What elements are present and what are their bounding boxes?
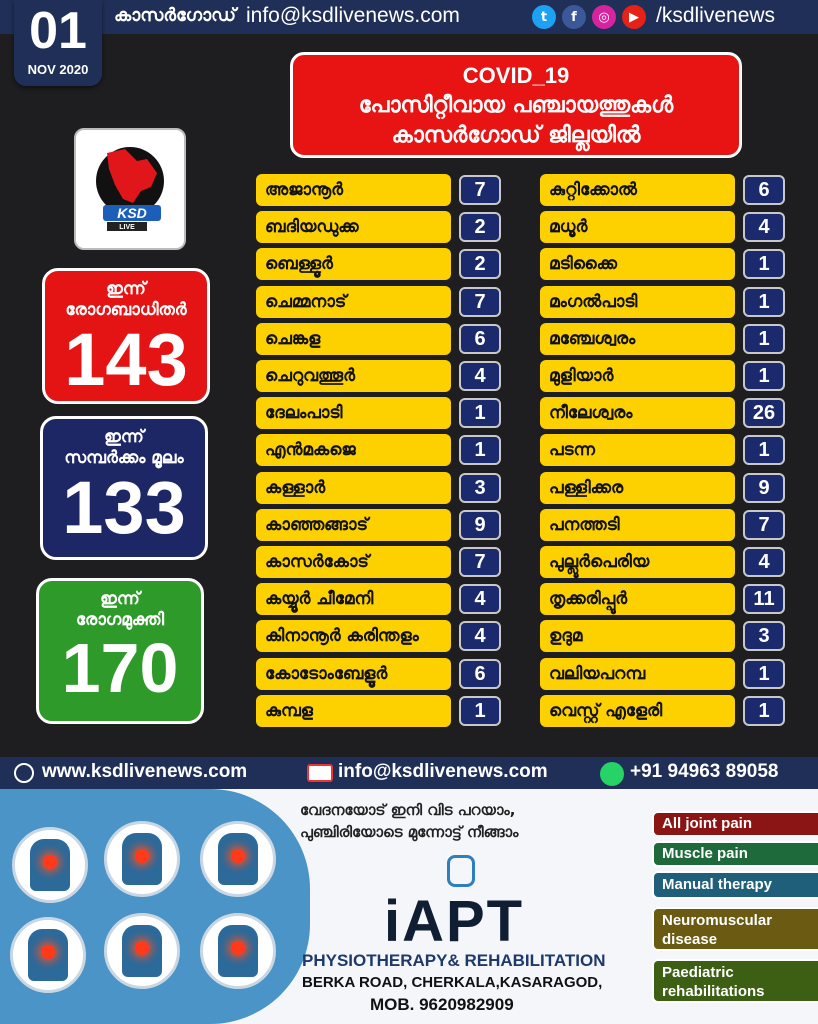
top-bar [0, 0, 818, 34]
panchayat-count: 4 [459, 621, 501, 651]
panchayat-name: ബദിയഡുക്ക [256, 211, 451, 243]
ad-clinic-name: PHYSIOTHERAPY& REHABILITATION [302, 951, 606, 970]
panchayat-count: 9 [743, 473, 785, 503]
panchayat-name: മടിക്കൈ [540, 248, 735, 280]
ksd-logo-icon [85, 139, 175, 239]
panchayat-count: 9 [459, 510, 501, 540]
panchayat-count: 6 [459, 324, 501, 354]
panchayat-count: 7 [459, 175, 501, 205]
contact-label-2: സമ്പർക്കം മൂലം [64, 448, 184, 468]
contact-count: 133 [62, 466, 186, 549]
knee-pain-image [10, 917, 86, 993]
panchayat-name: മഞ്ചേശ്വരം [540, 323, 735, 355]
ad-mobile: MOB. 9620982909 [370, 995, 514, 1014]
panchayat-name: കാഞ്ഞങ്ങാട് [256, 509, 451, 541]
panchayat-count: 3 [459, 473, 501, 503]
social-handle[interactable]: /ksdlivenews [656, 4, 776, 27]
panchayat-name: മംഗൽപാടി [540, 286, 735, 318]
panchayat-count: 1 [743, 659, 785, 689]
mail-icon [307, 764, 333, 782]
panchayat-count: 3 [743, 621, 785, 651]
panchayat-count: 4 [459, 584, 501, 614]
panchayat-name: കുറ്റിക്കോൽ [540, 174, 735, 206]
positive-today-box [42, 268, 210, 404]
panchayat-name: ദേലംപാടി [256, 397, 451, 429]
ksd-logo [74, 128, 186, 250]
back-pain-image [200, 821, 276, 897]
facebook-icon[interactable]: f [562, 5, 586, 29]
header-email[interactable]: info@ksdlivenews.com [246, 4, 460, 27]
whatsapp-icon [600, 762, 624, 786]
contact-label-1: ഇന്ന് [104, 427, 144, 447]
panchayat-count: 4 [743, 212, 785, 242]
panchayat-count: 1 [459, 398, 501, 428]
recovered-label-1: ഇന്ന് [100, 589, 140, 609]
panchayat-name: പനത്തടി [540, 509, 735, 541]
physio-advertisement[interactable] [0, 789, 818, 1024]
iapt-logo-icon [447, 855, 475, 887]
panchayat-count: 1 [743, 287, 785, 317]
twitter-icon[interactable]: t [532, 5, 556, 29]
date-day: 01 [29, 2, 87, 60]
panchayat-count: 1 [743, 435, 785, 465]
panchayat-name: ചെങ്കള [256, 323, 451, 355]
panchayat-name: പുല്ലൂർപെരിയ [540, 546, 735, 578]
footer-website[interactable]: www.ksdlivenews.com [42, 761, 248, 782]
recovered-today-box [36, 578, 204, 724]
title-line-1: COVID_19 [462, 63, 570, 88]
panchayat-count: 1 [459, 696, 501, 726]
panchayat-name: കോടോംബേളൂർ [256, 658, 451, 690]
contact-today-box [40, 416, 208, 560]
service-tag: All joint pain [652, 811, 818, 837]
youtube-icon[interactable]: ▶ [622, 5, 646, 29]
ad-tagline-2: പുഞ്ചിരിയോടെ മുന്നോട്ട് നീങ്ങാം [300, 823, 519, 841]
contact-bar [0, 757, 818, 789]
title-banner [290, 52, 742, 158]
svg-text:KSD: KSD [117, 205, 147, 221]
panchayat-count: 1 [459, 435, 501, 465]
panchayat-name: പടന്ന [540, 434, 735, 466]
service-tag: Muscle pain [652, 841, 818, 867]
leg-pain-image [104, 913, 180, 989]
panchayat-name: കള്ളാർ [256, 472, 451, 504]
panchayat-count: 6 [743, 175, 785, 205]
panchayat-count: 1 [743, 696, 785, 726]
recovered-count: 170 [61, 629, 179, 707]
panchayat-name: ചെറുവത്തൂർ [256, 360, 451, 392]
service-tag: Neuromuscular disease [652, 907, 818, 951]
positive-label-2: രോഗബാധിതർ [65, 300, 187, 320]
panchayat-count: 4 [459, 361, 501, 391]
globe-icon [14, 763, 34, 783]
panchayat-name: പള്ളിക്കര [540, 472, 735, 504]
panchayat-count: 7 [459, 547, 501, 577]
panchayat-name: കിനാനൂർ കരിന്തളം [256, 620, 451, 652]
panchayat-name: കയ്യൂർ ചീമേനി [256, 583, 451, 615]
ad-tagline-1: വേദനയോട് ഇനി വിട പറയാം, [300, 801, 516, 819]
panchayat-name: തൃക്കരിപ്പൂർ [540, 583, 735, 615]
panchayat-name: അജാനൂർ [256, 174, 451, 206]
panchayat-name: വലിയപറമ്പ [540, 658, 735, 690]
panchayat-count: 7 [459, 287, 501, 317]
social-links [532, 5, 646, 29]
instagram-icon[interactable]: ◎ [592, 5, 616, 29]
footer-phone[interactable]: +91 94963 89058 [630, 761, 779, 782]
panchayat-count: 1 [743, 249, 785, 279]
panchayat-name: ഉദുമ [540, 620, 735, 652]
panchayat-name: ബെള്ളൂർ [256, 248, 451, 280]
title-line-3: കാസർഗോഡ് ജില്ലയിൽ [391, 123, 641, 148]
shoulder-pain-image [104, 821, 180, 897]
panchayat-name: വെസ്റ്റ് എളേരി [540, 695, 735, 727]
panchayat-name: എൻമകജെ [256, 434, 451, 466]
panchayat-count: 1 [743, 361, 785, 391]
service-tag: Manual therapy [652, 871, 818, 899]
panchayat-name: മധൂർ [540, 211, 735, 243]
panchayat-name: കാസർകോട് [256, 546, 451, 578]
date-month: NOV 2020 [27, 62, 89, 77]
title-line-2: പോസിറ്റീവായ പഞ്ചായത്തുകൾ [358, 93, 674, 118]
place-label: കാസർഗോഡ് [114, 5, 236, 26]
recovered-label-2: രോഗമുക്തി [75, 610, 165, 630]
date-badge [14, 0, 102, 86]
panchayat-count: 26 [743, 398, 785, 428]
panchayat-name: നീലേശ്വരം [540, 397, 735, 429]
positive-count: 143 [64, 318, 188, 401]
panchayat-name: കുമ്പള [256, 695, 451, 727]
footer-email[interactable]: info@ksdlivenews.com [338, 761, 548, 782]
panchayat-count: 1 [743, 324, 785, 354]
panchayat-count: 7 [743, 510, 785, 540]
spine-pain-image [200, 913, 276, 989]
panchayat-name: ചെമ്മനാട് [256, 286, 451, 318]
positive-label-1: ഇന്ന് [106, 279, 146, 299]
svg-text:LIVE: LIVE [119, 224, 135, 231]
panchayat-count: 2 [459, 212, 501, 242]
neck-pain-image [12, 827, 88, 903]
panchayat-count: 11 [743, 584, 785, 614]
panchayat-name: മുളിയാർ [540, 360, 735, 392]
panchayat-count: 2 [459, 249, 501, 279]
panchayat-count: 4 [743, 547, 785, 577]
ad-address: BERKA ROAD, CHERKALA,KASARAGOD, [302, 974, 603, 991]
service-tag: Paediatric rehabilitations [652, 959, 818, 1003]
panchayat-count: 6 [459, 659, 501, 689]
ad-brand: iAPT [384, 889, 525, 954]
